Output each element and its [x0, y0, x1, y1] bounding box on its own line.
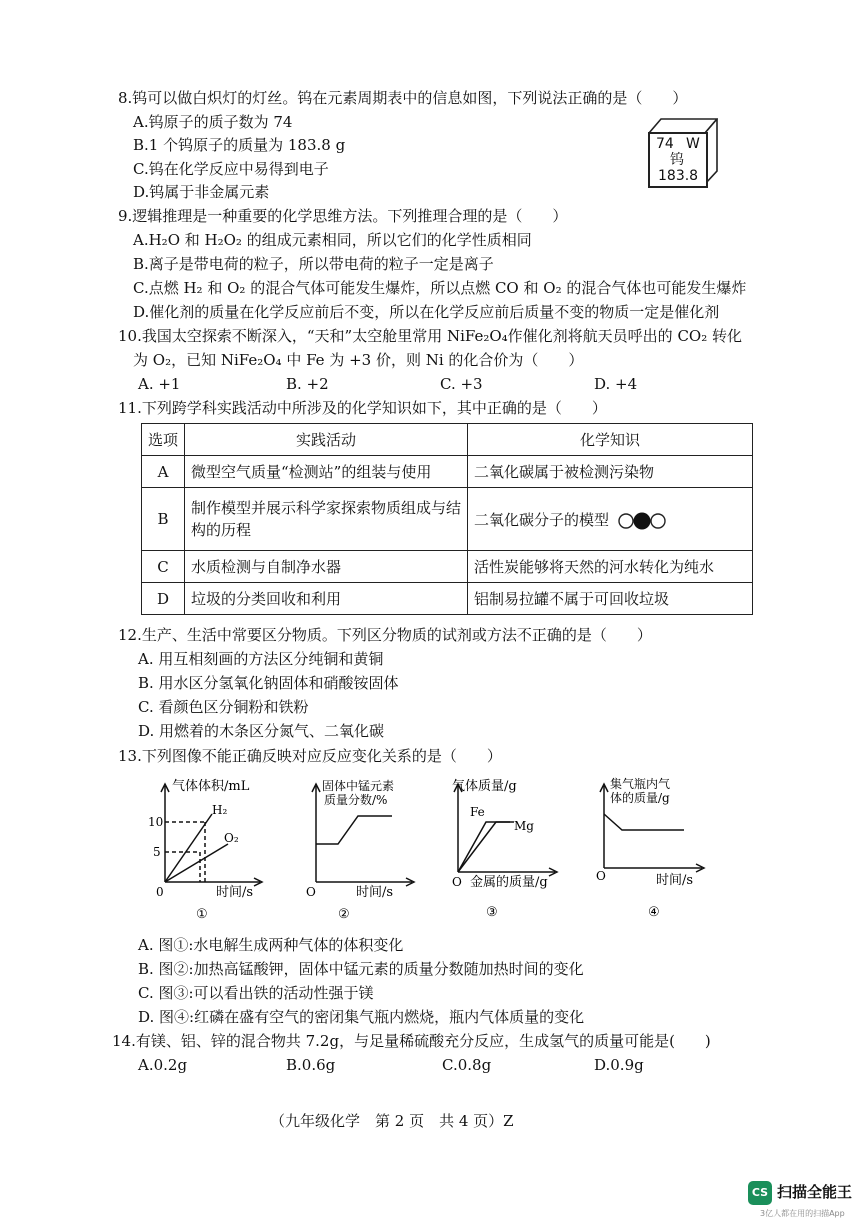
g2-origin: O	[306, 885, 316, 899]
q14-option-c: C.0.8g	[442, 1056, 492, 1074]
q13-option-c: C. 图③:可以看出铁的活动性强于镁	[138, 984, 374, 1002]
graph-3	[450, 776, 580, 921]
camscanner-name: 扫描全能王	[777, 1183, 853, 1201]
g2-number: ②	[338, 907, 350, 921]
graph-2	[302, 776, 432, 921]
g3-fe-line	[458, 822, 514, 872]
q14-option-b: B.0.6g	[286, 1056, 336, 1074]
q8-option-d: D.钨属于非金属元素	[133, 183, 270, 201]
row-b-knowledge: 二氧化碳分子的模型	[474, 510, 610, 529]
q11-table	[141, 423, 753, 615]
q11-stem: 11.下列跨学科实践活动中所涉及的化学知识如下，其中正确的是（ ）	[118, 399, 607, 417]
row-b-option: B	[142, 488, 185, 551]
graph-4	[594, 776, 724, 921]
q9-option-b: B.离子是带电荷的粒子，所以带电荷的粒子一定是离子	[133, 255, 494, 273]
q8-stem: 8.钨可以做白炽灯的灯丝。钨在元素周期表中的信息如图，下列说法正确的是（ ）	[118, 89, 688, 107]
page-footer: （九年级化学 第 2 页 共 4 页）Z	[270, 1112, 514, 1130]
q13-option-b: B. 图②:加热高锰酸钾，固体中锰元素的质量分数随加热时间的变化	[138, 960, 584, 978]
q14-stem: 14.有镁、铝、锌的混合物共 7.2g，与足量稀硫酸充分反应，生成氢气的质量可能是( )	[112, 1032, 711, 1050]
row-a-option: A	[142, 456, 185, 488]
row-c-knowledge: 活性炭能够将天然的河水转化为纯水	[468, 551, 753, 583]
g4-ylabel-2: 体的质量/g	[610, 791, 670, 805]
row-a-activity: 微型空气质量“检测站”的组装与使用	[185, 456, 468, 488]
q12-option-b: B. 用水区分氢氧化钠固体和硝酸铵固体	[138, 674, 399, 692]
q8-option-b: B.1 个钨原子的质量为 183.8 g	[133, 136, 346, 154]
q13-option-a: A. 图①:水电解生成两种气体的体积变化	[138, 936, 404, 954]
g2-xlabel: 时间/s	[356, 885, 394, 900]
periodic-table-cell	[648, 118, 718, 186]
element-face	[648, 132, 708, 188]
camscanner-logo-icon: CS	[748, 1181, 772, 1205]
g3-fe-label: Fe	[470, 805, 485, 819]
graph-1	[140, 776, 270, 921]
table-header-row	[142, 424, 753, 456]
header-knowledge: 化学知识	[468, 424, 753, 456]
g2-curve	[316, 816, 392, 844]
g1-y5: 5	[153, 845, 161, 859]
table-row	[142, 551, 753, 583]
o2-line	[165, 844, 228, 882]
q10-stem-line2: 为 O₂，已知 NiFe₂O₄ 中 Fe 为 +3 价，则 Ni 的化合价为（ ）	[133, 351, 584, 369]
element-symbol: W	[686, 136, 700, 152]
q8-option-a: A.钨原子的质子数为 74	[133, 113, 293, 131]
g3-origin: O	[452, 875, 462, 889]
q10-option-c: C. +3	[440, 375, 483, 393]
g3-xlabel: 金属的质量/g	[470, 875, 548, 890]
q10-option-b: B. +2	[286, 375, 329, 393]
g1-ylabel: 气体体积/mL	[172, 779, 250, 794]
row-a-knowledge: 二氧化碳属于被检测污染物	[468, 456, 753, 488]
row-d-activity: 垃圾的分类回收和利用	[185, 583, 468, 615]
q12-stem: 12.生产、生活中常要区分物质。下列区分物质的试剂或方法不正确的是（ ）	[118, 626, 652, 644]
g4-ylabel-1: 集气瓶内气	[610, 777, 671, 791]
g1-number: ①	[196, 907, 208, 921]
element-name: 钨	[670, 152, 684, 168]
row-b-knowledge-cell	[468, 488, 753, 551]
g1-y10: 10	[148, 815, 164, 829]
g2-ylabel-1: 固体中锰元素	[322, 779, 395, 793]
co2-molecule-model-icon	[618, 512, 666, 530]
row-d-option: D	[142, 583, 185, 615]
q13-stem: 13.下列图像不能正确反映对应反应变化关系的是（ ）	[118, 747, 502, 765]
g1-h2-label: H₂	[212, 803, 228, 817]
g1-o2-label: O₂	[224, 831, 239, 845]
q12-option-d: D. 用燃着的木条区分氮气、二氧化碳	[138, 722, 385, 740]
q9-stem: 9.逻辑推理是一种重要的化学思维方法。下列推理合理的是（ ）	[118, 207, 568, 225]
g1-origin: 0	[156, 885, 164, 899]
atomic-number: 74	[656, 136, 674, 152]
atomic-mass: 183.8	[658, 168, 699, 184]
g1-xlabel: 时间/s	[216, 885, 254, 900]
g3-number: ③	[486, 905, 498, 920]
g3-mg-label: Mg	[514, 819, 534, 833]
q8-option-c: C.钨在化学反应中易得到电子	[133, 160, 329, 178]
table-row	[142, 456, 753, 488]
q12-option-c: C. 看颜色区分铜粉和铁粉	[138, 698, 309, 716]
g3-mg-line	[458, 822, 510, 872]
q10-option-d: D. +4	[594, 375, 638, 393]
g2-ylabel-2: 质量分数/%	[324, 793, 388, 807]
camscanner-tagline: 3亿人都在用的扫描App	[760, 1209, 845, 1218]
header-option: 选项	[142, 424, 185, 456]
row-c-activity: 水质检测与自制净水器	[185, 551, 468, 583]
q9-option-d: D.催化剂的质量在化学反应前后不变，所以在化学反应前后质量不变的物质一定是催化剂	[133, 303, 720, 321]
q14-option-a: A.0.2g	[138, 1056, 188, 1074]
q10-stem-line1: 10.我国太空探索不断深入，“天和”太空舱里常用 NiFe₂O₄作催化剂将航天员呼出的 CO₂ 转化	[118, 327, 742, 345]
g4-xlabel: 时间/s	[656, 873, 694, 888]
table-row	[142, 583, 753, 615]
g4-curve	[604, 814, 684, 830]
table-row	[142, 488, 753, 551]
row-d-knowledge: 铝制易拉罐不属于可回收垃圾	[468, 583, 753, 615]
q9-option-c: C.点燃 H₂ 和 O₂ 的混合气体可能发生爆炸，所以点燃 CO 和 O₂ 的混合气体也可能发生爆炸	[133, 279, 747, 297]
q9-option-a: A.H₂O 和 H₂O₂ 的组成元素相同，所以它们的化学性质相同	[133, 231, 532, 249]
q13-option-d: D. 图④:红磷在盛有空气的密闭集气瓶内燃烧，瓶内气体质量的变化	[138, 1008, 585, 1026]
g4-origin: O	[596, 869, 606, 883]
g3-ylabel: 气体质量/g	[452, 779, 517, 794]
g4-number: ④	[648, 905, 660, 920]
q10-option-a: A. +1	[138, 375, 181, 393]
q14-option-d: D.0.9g	[594, 1056, 644, 1074]
header-activity: 实践活动	[185, 424, 468, 456]
row-c-option: C	[142, 551, 185, 583]
q12-option-a: A. 用互相刻画的方法区分纯铜和黄铜	[138, 650, 384, 668]
row-b-activity: 制作模型并展示科学家探索物质组成与结构的历程	[185, 488, 468, 551]
